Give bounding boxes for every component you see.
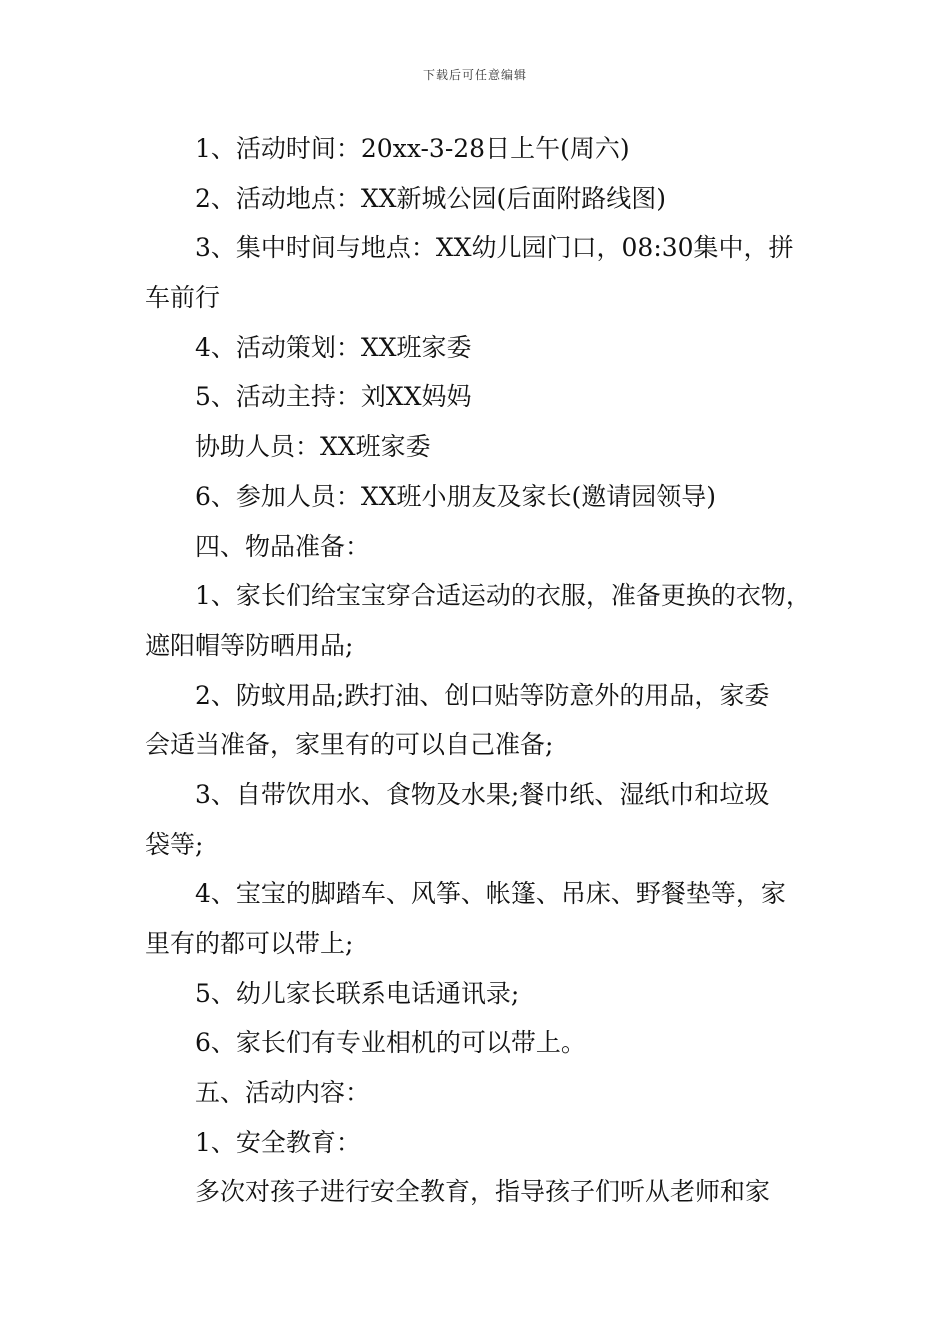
page-header: 下载后可任意编辑	[422, 68, 527, 82]
text-line: 里有的都可以带上;	[145, 929, 354, 958]
text-line: 3、自带饮用水、食物及水果;餐巾纸、湿纸巾和垃圾	[195, 779, 770, 809]
text-line: 协助人员：XX班家委	[195, 432, 431, 462]
text-line: 1、活动时间：20xx-3-28日上午(周六)	[195, 134, 630, 163]
text-line: 1、安全教育：	[195, 1127, 361, 1157]
document-body	[145, 124, 815, 1217]
text-line: 多次对孩子进行安全教育，指导孩子们听从老师和家	[195, 1177, 771, 1207]
text-line: 2、防蚊用品;跌打油、创口贴等防意外的用品，家委	[195, 680, 770, 710]
text-line: 6、家长们有专业相机的可以带上。	[195, 1028, 586, 1058]
text-line: 5、活动主持：刘XX妈妈	[195, 382, 472, 412]
text-line: 五、活动内容：	[195, 1078, 371, 1108]
text-line: 1、家长们给宝宝穿合适运动的衣服，准备更换的衣物，	[195, 581, 811, 611]
text-line: 6、参加人员：XX班小朋友及家长(邀请园领导)	[195, 481, 717, 511]
text-line: 4、宝宝的脚踏车、风筝、帐篷、吊床、野餐垫等，家	[195, 879, 786, 909]
text-line: 车前行	[145, 283, 221, 313]
text-line: 2、活动地点：XX新城公园(后面附路线图)	[195, 183, 667, 213]
text-line: 5、幼儿家长联系电话通讯录;	[195, 978, 520, 1008]
text-line: 4、活动策划：XX班家委	[195, 332, 472, 362]
text-line: 遮阳帽等防晒用品;	[145, 630, 354, 660]
text-line: 袋等;	[145, 829, 204, 859]
text-line: 3、集中时间与地点：XX幼儿园门口，08:30集中，拼	[195, 233, 794, 263]
text-line: 四、物品准备：	[195, 531, 371, 561]
text-line: 会适当准备，家里有的可以自己准备;	[145, 730, 554, 760]
